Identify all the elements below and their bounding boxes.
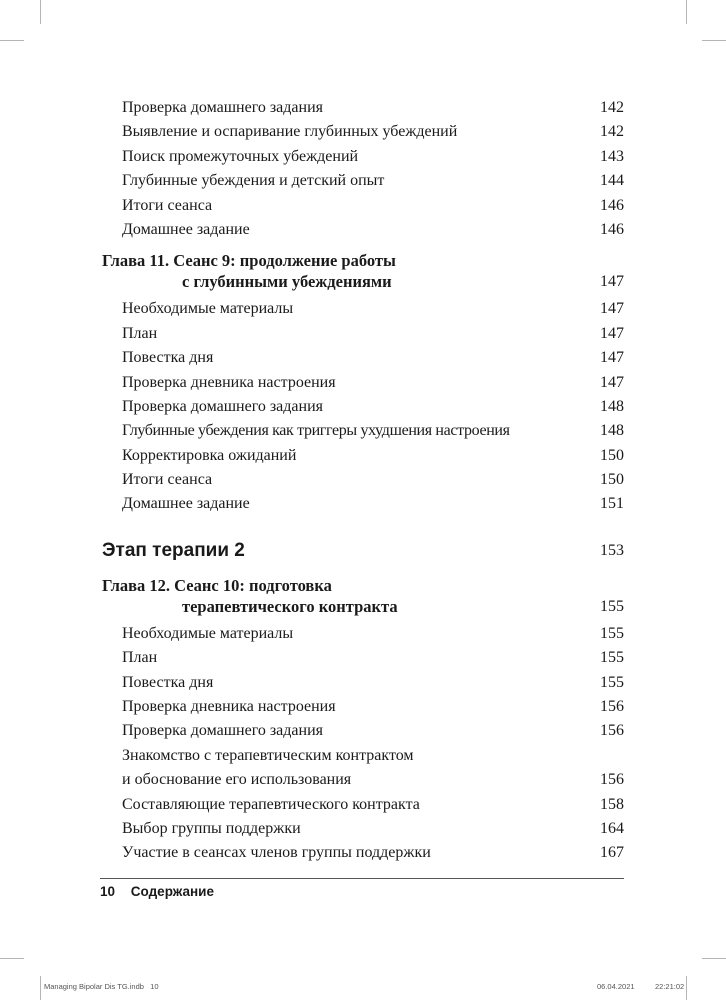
toc-entry-title-line1: Знакомство с терапевтическим контрактом	[122, 746, 414, 764]
chapter-title-line1: Глава 11. Сеанс 9: продолжение работы	[102, 251, 396, 271]
crop-mark	[0, 40, 24, 41]
toc-chapter-heading[interactable]	[100, 250, 624, 292]
toc-entry[interactable]	[100, 371, 624, 395]
toc-entry[interactable]	[100, 468, 624, 492]
toc-entry-page: 158	[600, 795, 624, 813]
toc-entry-title: Проверка дневника настроения	[122, 698, 336, 716]
toc-entry[interactable]	[100, 346, 624, 370]
slug-time: 22:21:02	[655, 982, 685, 991]
toc-entry[interactable]	[100, 297, 624, 321]
toc-entry[interactable]	[100, 322, 624, 346]
chapter-title-line2: терапевтического контракта	[182, 596, 398, 616]
toc-entry-title: Корректировка ожиданий	[122, 446, 297, 464]
toc-entry-title: Необходимые материалы	[122, 300, 294, 318]
toc-entry-title-line2: и обоснование его использования	[122, 771, 352, 789]
toc-part-heading[interactable]	[100, 535, 624, 567]
toc-entry-title: План	[122, 649, 158, 667]
slug-date: 06.04.2021	[597, 982, 635, 991]
toc-entry-title: Итоги сеанса	[122, 471, 213, 489]
crop-mark	[0, 958, 24, 959]
toc-entry-title: Итоги сеанса	[122, 196, 213, 214]
toc-entry[interactable]	[100, 841, 624, 865]
toc-entry-page: 155	[600, 673, 624, 691]
chapter-page: 147	[600, 273, 624, 291]
toc-entry[interactable]	[100, 719, 624, 743]
toc-entry-title: Выявление и оспаривание глубинных убеждений	[122, 123, 458, 141]
toc-entry[interactable]	[100, 492, 624, 516]
toc-entry[interactable]	[100, 96, 624, 120]
chapter-title-line1: Глава 12. Сеанс 10: подготовка	[102, 575, 332, 595]
chapter-title-line2: с глубинными убеждениями	[182, 272, 392, 292]
toc-entry-title: Составляющие терапевтического контракта	[122, 795, 420, 813]
toc-entry-title: Проверка дневника настроения	[122, 373, 336, 391]
toc-entry-page: 151	[600, 495, 624, 513]
part-title: Этап терапии 2	[102, 539, 245, 561]
toc-entry-title: Повестка дня	[122, 673, 214, 691]
footer-divider	[100, 878, 624, 879]
toc-entry-page: 142	[600, 99, 624, 116]
toc-entry[interactable]	[100, 671, 624, 695]
toc-entry-page: 156	[600, 698, 624, 716]
toc-entry[interactable]	[100, 793, 624, 817]
toc-entry-page: 146	[600, 220, 624, 238]
crop-mark	[702, 958, 726, 959]
table-of-contents	[100, 96, 624, 866]
toc-entry-page: 150	[600, 446, 624, 464]
crop-mark	[702, 40, 726, 41]
toc-entry[interactable]	[100, 194, 624, 218]
toc-entry[interactable]	[100, 444, 624, 468]
running-footer	[100, 884, 214, 899]
toc-entry[interactable]	[100, 169, 624, 193]
toc-entry[interactable]	[100, 695, 624, 719]
crop-mark	[40, 0, 41, 24]
toc-entry-title: Домашнее задание	[122, 495, 250, 513]
toc-entry-title: Домашнее задание	[122, 220, 250, 238]
toc-entry[interactable]	[100, 419, 624, 443]
toc-entry-page: 156	[600, 722, 624, 740]
toc-entry-title: Повестка дня	[122, 349, 214, 367]
toc-entry-page: 148	[600, 422, 624, 440]
toc-entry-page: 147	[600, 349, 624, 367]
chapter-page: 155	[600, 597, 624, 615]
slug-filename: Managing Bipolar Dis TG.indb 10	[44, 982, 159, 991]
crop-mark	[686, 0, 687, 24]
toc-chapter-heading[interactable]	[100, 575, 624, 617]
toc-entry-page: 156	[600, 771, 624, 789]
toc-entry-title: Выбор группы поддержки	[122, 820, 301, 837]
toc-entry-title	[122, 744, 414, 793]
toc-entry[interactable]	[100, 395, 624, 419]
toc-entry-page: 150	[600, 471, 624, 489]
section-title: Содержание	[130, 884, 214, 899]
toc-entry[interactable]	[100, 744, 624, 793]
toc-entry-page: 148	[600, 397, 624, 415]
toc-entry-title: Глубинные убеждения как триггеры ухудшения настроения	[122, 422, 510, 440]
toc-entry[interactable]	[100, 817, 624, 841]
toc-entry-title: Проверка домашнего задания	[122, 99, 323, 116]
toc-entry-page: 142	[600, 123, 624, 141]
toc-entry[interactable]	[100, 218, 624, 242]
toc-entry-page: 167	[600, 844, 624, 862]
crop-mark	[40, 976, 41, 1000]
toc-entry-title: Проверка домашнего задания	[122, 722, 323, 740]
toc-entry-page: 164	[600, 820, 624, 837]
toc-entry-title: Проверка домашнего задания	[122, 397, 323, 415]
toc-entry-title: Участие в сеансах членов группы поддержки	[122, 844, 431, 862]
page-number: 10	[100, 884, 116, 899]
toc-entry-title: Глубинные убеждения и детский опыт	[122, 172, 385, 190]
toc-entry-page: 146	[600, 196, 624, 214]
part-page: 153	[600, 541, 624, 559]
toc-entry[interactable]	[100, 646, 624, 670]
toc-entry[interactable]	[100, 120, 624, 144]
toc-entry-title: План	[122, 324, 158, 342]
toc-entry-title: Необходимые материалы	[122, 624, 294, 642]
toc-entry-page: 155	[600, 624, 624, 642]
toc-entry-page: 143	[600, 147, 624, 165]
toc-entry-page: 147	[600, 300, 624, 318]
toc-entry-page: 155	[600, 649, 624, 667]
crop-mark	[686, 976, 687, 1000]
toc-entry-page: 144	[600, 172, 624, 190]
toc-entry-title: Поиск промежуточных убеждений	[122, 147, 359, 165]
toc-entry[interactable]	[100, 145, 624, 169]
toc-entry-page: 147	[600, 324, 624, 342]
toc-entry-page: 147	[600, 373, 624, 391]
toc-entry[interactable]	[100, 622, 624, 646]
